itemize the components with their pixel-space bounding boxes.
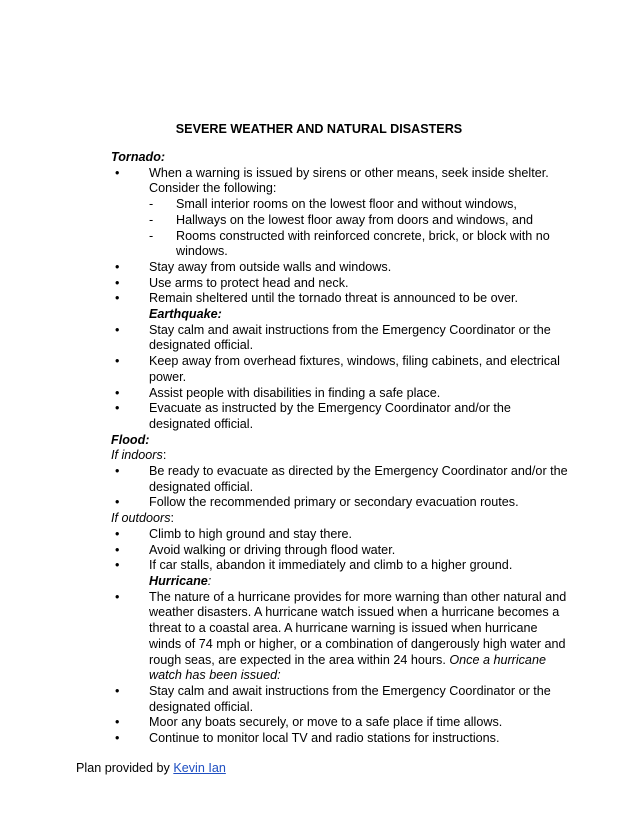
bullet-glyph: • xyxy=(115,259,120,274)
hurricane-heading: Hurricane: xyxy=(149,573,212,588)
bullet-glyph: • xyxy=(115,542,120,557)
bullet-glyph: • xyxy=(115,495,120,510)
hurricane-heading-text: Hurricane xyxy=(149,573,208,588)
earthquake-item-3: Assist people with disabilities in finding a safe place. xyxy=(149,385,441,400)
flood-heading: Flood: xyxy=(111,432,150,447)
hurricane-intro-italic: Once a hurricane watch has been issued: xyxy=(149,652,546,683)
document-body xyxy=(111,150,571,747)
tornado-item-1: Stay away from outside walls and windows. xyxy=(149,259,392,274)
list-item xyxy=(111,715,571,731)
bullet-glyph: • xyxy=(115,731,120,746)
hurricane-item-2: Moor any boats securely, or move to a safe place if time allows. xyxy=(149,715,503,730)
sub-list-item xyxy=(111,197,571,213)
list-item xyxy=(111,731,571,747)
dash-glyph: - xyxy=(149,228,154,243)
list-item xyxy=(111,464,571,495)
flood-outdoors-item-2: Avoid walking or driving through flood water. xyxy=(149,542,396,557)
tornado-subitem-2: Hallways on the lowest floor away from doors and windows, and xyxy=(176,212,533,227)
tornado-heading: Tornado: xyxy=(111,150,166,164)
dash-glyph: - xyxy=(149,212,154,227)
list-item xyxy=(111,527,571,543)
bullet-glyph: • xyxy=(115,354,120,369)
hurricane-intro xyxy=(149,590,566,683)
flood-indoors-item-1: Be ready to evacuate as directed by the Emergency Coordinator and/or the designated official. xyxy=(149,464,568,494)
list-item xyxy=(111,558,571,574)
author-link[interactable]: Kevin Ian xyxy=(173,761,226,775)
bullet-glyph: • xyxy=(115,464,120,479)
flood-outdoors-item-1: Climb to high ground and stay there. xyxy=(149,526,353,541)
list-item xyxy=(111,386,571,402)
tornado-intro: When a warning is issued by sirens or other means, seek inside shelter. Consider the following: xyxy=(149,165,549,196)
document-title: SEVERE WEATHER AND NATURAL DISASTERS xyxy=(175,122,463,136)
list-item xyxy=(111,543,571,559)
tornado-subitem-1: Small interior rooms on the lowest floor and without windows, xyxy=(176,197,517,212)
tornado-subitem-3: Rooms constructed with reinforced concrete, brick, or block with no windows. xyxy=(176,228,550,259)
list-item xyxy=(111,354,571,385)
list-item xyxy=(111,684,571,715)
flood-outdoors-item-3: If car stalls, abandon it immediately and climb to a higher ground. xyxy=(149,558,513,573)
flood-outdoors-label: If outdoors xyxy=(111,511,171,526)
hurricane-item-1: Stay calm and await instructions from the Emergency Coordinator or the designated official. xyxy=(149,683,551,714)
bullet-glyph: • xyxy=(115,165,120,180)
list-item xyxy=(111,590,571,684)
flood-indoors-context: If indoors: xyxy=(111,448,167,463)
sub-list-item xyxy=(111,213,571,229)
bullet-glyph: • xyxy=(115,275,120,290)
bullet-glyph: • xyxy=(115,385,120,400)
earthquake-item-1: Stay calm and await instructions from the Emergency Coordinator or the designated official. xyxy=(149,322,551,353)
earthquake-heading: Earthquake: xyxy=(149,307,222,322)
bullet-glyph: • xyxy=(115,715,120,730)
bullet-glyph: • xyxy=(115,401,120,416)
bullet-glyph: • xyxy=(115,558,120,573)
list-item xyxy=(111,166,571,197)
earthquake-item-4: Evacuate as instructed by the Emergency Coordinator and/or the designated official. xyxy=(149,401,511,431)
tornado-item-2: Use arms to protect head and neck. xyxy=(149,275,349,290)
dash-glyph: - xyxy=(149,197,154,212)
hurricane-intro-text: The nature of a hurricane provides for more warning than other natural and weather disasters. A hurricane watch issued when a hurricane becomes a threat to a coastal area. A hurricane warning is issued when hurricane winds of 74 mph or higher, or a combination of dangerously high water and rough seas, are expected in the area within 24 hours. xyxy=(149,589,567,667)
bullet-glyph: • xyxy=(115,526,120,541)
flood-indoors-label: If indoors xyxy=(111,448,163,463)
bullet-glyph: • xyxy=(115,291,120,306)
list-item xyxy=(111,260,571,276)
tornado-item-3: Remain sheltered until the tornado threat is announced to be over. xyxy=(149,291,518,306)
flood-indoors-item-2: Follow the recommended primary or secondary evacuation routes. xyxy=(149,495,519,510)
list-item xyxy=(111,401,571,432)
flood-outdoors-context: If outdoors: xyxy=(111,511,175,526)
list-item xyxy=(111,276,571,292)
bullet-glyph: • xyxy=(115,322,120,337)
earthquake-item-2: Keep away from overhead fixtures, windows, filing cabinets, and electrical power. xyxy=(149,354,560,384)
sub-list-item xyxy=(111,229,571,260)
footer xyxy=(76,760,226,776)
list-item xyxy=(111,291,571,307)
hurricane-item-3: Continue to monitor local TV and radio stations for instructions. xyxy=(149,731,500,746)
list-item xyxy=(111,495,571,511)
bullet-glyph: • xyxy=(115,683,120,698)
list-item xyxy=(111,323,571,354)
footer-prefix: Plan provided by xyxy=(76,761,170,775)
bullet-glyph: • xyxy=(115,589,120,604)
